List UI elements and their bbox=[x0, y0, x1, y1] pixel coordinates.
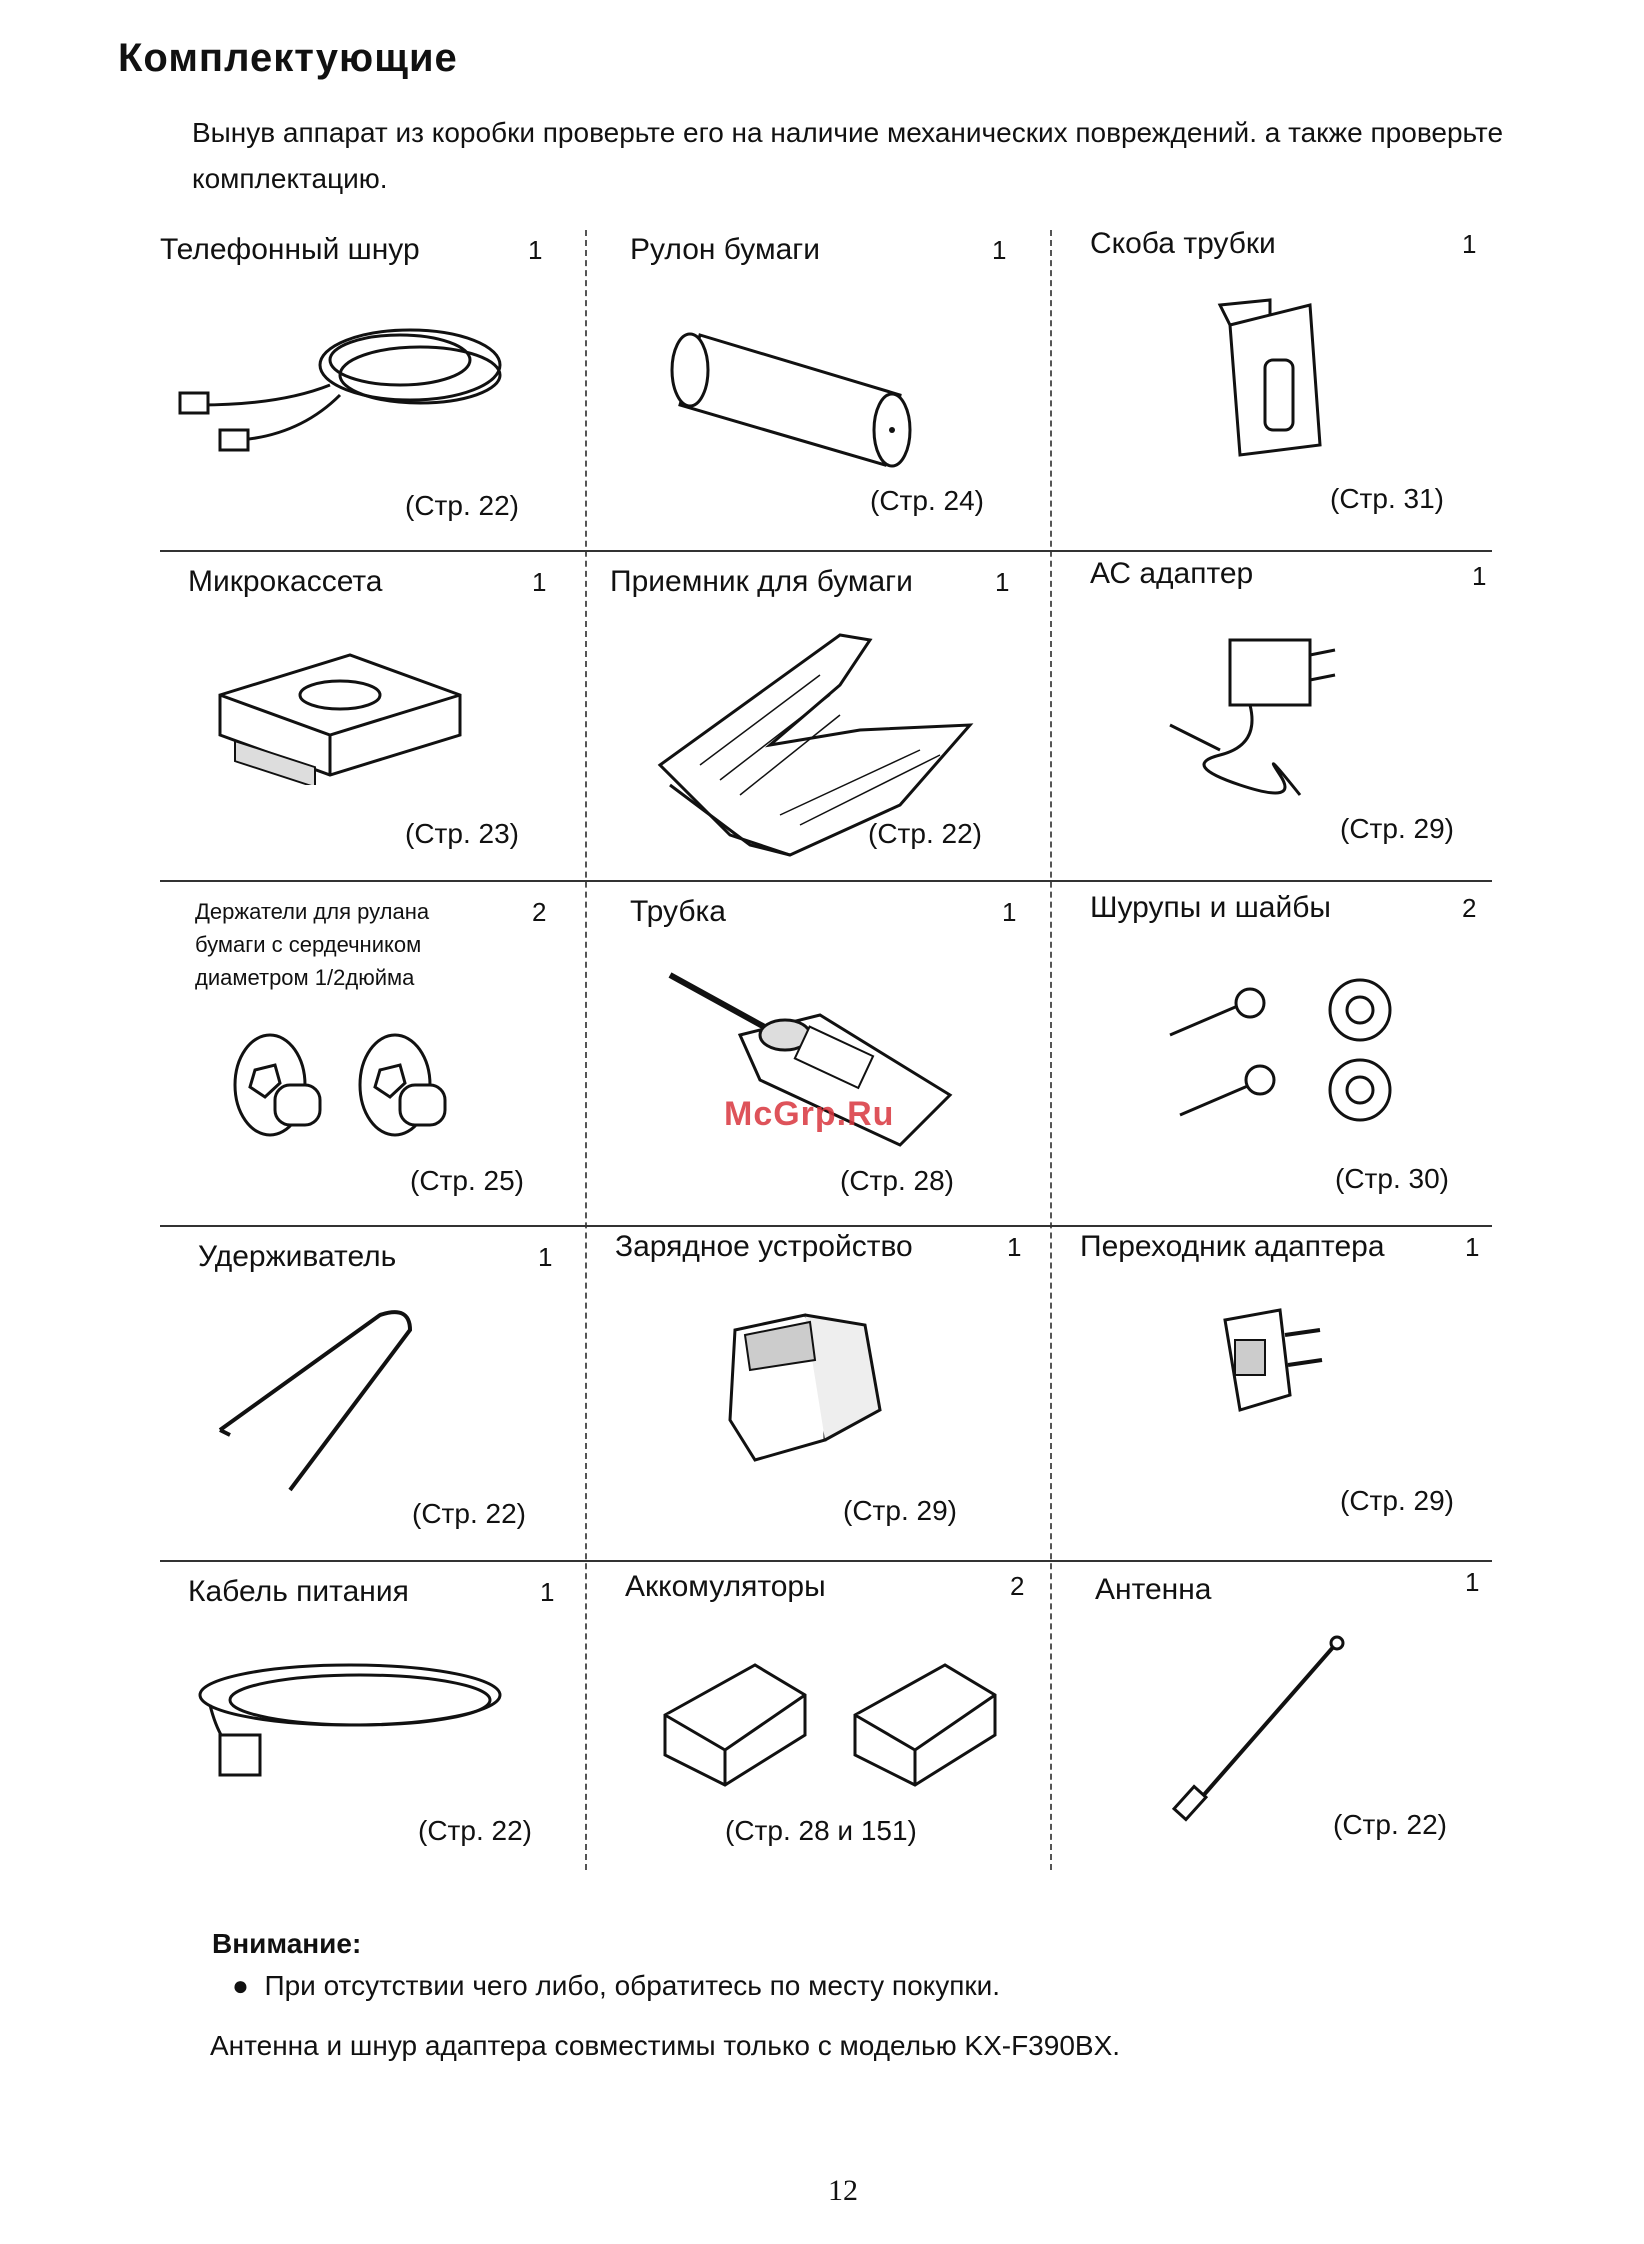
item-batteries bbox=[625, 1565, 1050, 1875]
item-label: Удерживатель bbox=[198, 1240, 397, 1273]
handset-clip-icon bbox=[1200, 295, 1360, 475]
item-ac-adapter bbox=[1090, 555, 1490, 875]
item-label: Шурупы и шайбы bbox=[1090, 891, 1331, 924]
item-label: Трубка bbox=[630, 895, 726, 928]
item-label: Микрокассета bbox=[188, 565, 383, 598]
item-qty: 2 bbox=[1010, 1571, 1025, 1601]
page-ref: (Стр. 29) bbox=[1340, 813, 1454, 844]
page-ref: (Стр. 22) bbox=[412, 1498, 526, 1529]
item-label: Кабель питания bbox=[188, 1575, 409, 1608]
item-screws-washers bbox=[1090, 885, 1490, 1220]
item-label: Переходник адаптера bbox=[1080, 1230, 1385, 1263]
row-divider bbox=[160, 1560, 1492, 1562]
page-ref: (Стр. 22) bbox=[418, 1815, 532, 1846]
bullet-icon: ● bbox=[232, 1970, 265, 2001]
item-roll-holders bbox=[160, 885, 580, 1220]
note-bullet-text: При отсутствии чего либо, обратитесь по месту покупки. bbox=[264, 1970, 1001, 2001]
page-ref: (Стр. 28) bbox=[840, 1165, 954, 1196]
item-antenna bbox=[1095, 1565, 1490, 1875]
item-charger bbox=[615, 1230, 1050, 1555]
roll-holder-icon bbox=[220, 1025, 480, 1165]
item-qty: 1 bbox=[1465, 1567, 1480, 1597]
item-qty: 1 bbox=[1002, 897, 1017, 927]
intro-text: Вынув аппарат из коробки проверьте его на наличие механических повреждений. а также проверьте комплектацию. bbox=[192, 117, 1504, 194]
handset-icon bbox=[660, 955, 980, 1175]
item-qty: 2 bbox=[1462, 893, 1477, 923]
item-qty: 1 bbox=[540, 1577, 555, 1607]
item-label: Приемник для бумаги bbox=[610, 565, 913, 598]
item-qty: 1 bbox=[1465, 1232, 1480, 1262]
page-ref: (Стр. 25) bbox=[410, 1165, 524, 1196]
item-plug-adapter bbox=[1080, 1230, 1490, 1555]
phone-cord-icon bbox=[160, 295, 560, 475]
paper-roll-icon bbox=[660, 315, 960, 475]
components-grid bbox=[160, 225, 1492, 1885]
plug-adapter-icon bbox=[1210, 1300, 1350, 1440]
column-divider bbox=[585, 230, 587, 1870]
item-microcassette bbox=[160, 555, 580, 875]
charger-icon bbox=[715, 1300, 915, 1480]
item-wire-holder bbox=[160, 1230, 580, 1555]
item-label: Антенна bbox=[1095, 1573, 1212, 1606]
item-qty: 1 bbox=[528, 235, 543, 265]
microcassette-icon bbox=[210, 635, 470, 785]
item-paper-roll bbox=[630, 225, 1050, 545]
batteries-icon bbox=[655, 1635, 1015, 1805]
row-divider bbox=[160, 880, 1492, 882]
page-ref: (Стр. 28 и 151) bbox=[725, 1815, 917, 1846]
column-divider bbox=[1050, 230, 1052, 1870]
page-ref: (Стр. 29) bbox=[843, 1495, 957, 1526]
page-ref: (Стр. 30) bbox=[1335, 1163, 1449, 1194]
page-ref: (Стр. 31) bbox=[1330, 483, 1444, 514]
item-qty: 1 bbox=[1472, 561, 1487, 591]
item-label: Зарядное устройство bbox=[615, 1230, 913, 1263]
note-title: Внимание: bbox=[212, 1928, 362, 1959]
item-label: Рулон бумаги bbox=[630, 233, 820, 266]
page-ref: (Стр. 22) bbox=[405, 490, 519, 521]
note-bullet bbox=[232, 1970, 1000, 2002]
page-ref: (Стр. 22) bbox=[1333, 1809, 1447, 1840]
item-qty: 2 bbox=[532, 897, 547, 927]
page-ref: (Стр. 22) bbox=[868, 818, 982, 849]
item-power-cable bbox=[160, 1565, 580, 1875]
item-qty: 1 bbox=[992, 235, 1007, 265]
wire-holder-icon bbox=[210, 1300, 470, 1500]
item-label: Держатели для рулана бумаги с сердечником диаметром 1/2дюйма bbox=[195, 899, 430, 990]
item-qty: 1 bbox=[1007, 1232, 1022, 1262]
page-ref: (Стр. 24) bbox=[870, 485, 984, 516]
item-handset bbox=[630, 885, 1050, 1220]
item-qty: 1 bbox=[1462, 229, 1477, 259]
compatibility-note: Антенна и шнур адаптера совместимы только с моделью KX-F390BX. bbox=[210, 2030, 1121, 2061]
item-qty: 1 bbox=[538, 1242, 553, 1272]
item-label: Скоба трубки bbox=[1090, 227, 1276, 260]
page-title: Комплектующие bbox=[118, 36, 458, 80]
item-phone-cord bbox=[160, 225, 580, 545]
watermark: McGrp.Ru bbox=[724, 1095, 895, 1133]
item-paper-tray bbox=[610, 555, 1050, 875]
row-divider bbox=[160, 1225, 1492, 1227]
page-ref: (Стр. 29) bbox=[1340, 1485, 1454, 1516]
page-ref: (Стр. 23) bbox=[405, 818, 519, 849]
page-number: 12 bbox=[828, 2174, 858, 2207]
item-label: АС адаптер bbox=[1090, 557, 1254, 590]
item-label: Аккомуляторы bbox=[625, 1570, 826, 1603]
row-divider bbox=[160, 550, 1492, 552]
item-qty: 1 bbox=[532, 567, 547, 597]
ac-adapter-icon bbox=[1160, 625, 1380, 825]
screws-washers-icon bbox=[1160, 975, 1420, 1135]
item-handset-clip bbox=[1090, 225, 1490, 545]
power-cable-icon bbox=[180, 1635, 540, 1795]
item-qty: 1 bbox=[995, 567, 1010, 597]
item-label: Телефонный шнур bbox=[160, 233, 420, 266]
